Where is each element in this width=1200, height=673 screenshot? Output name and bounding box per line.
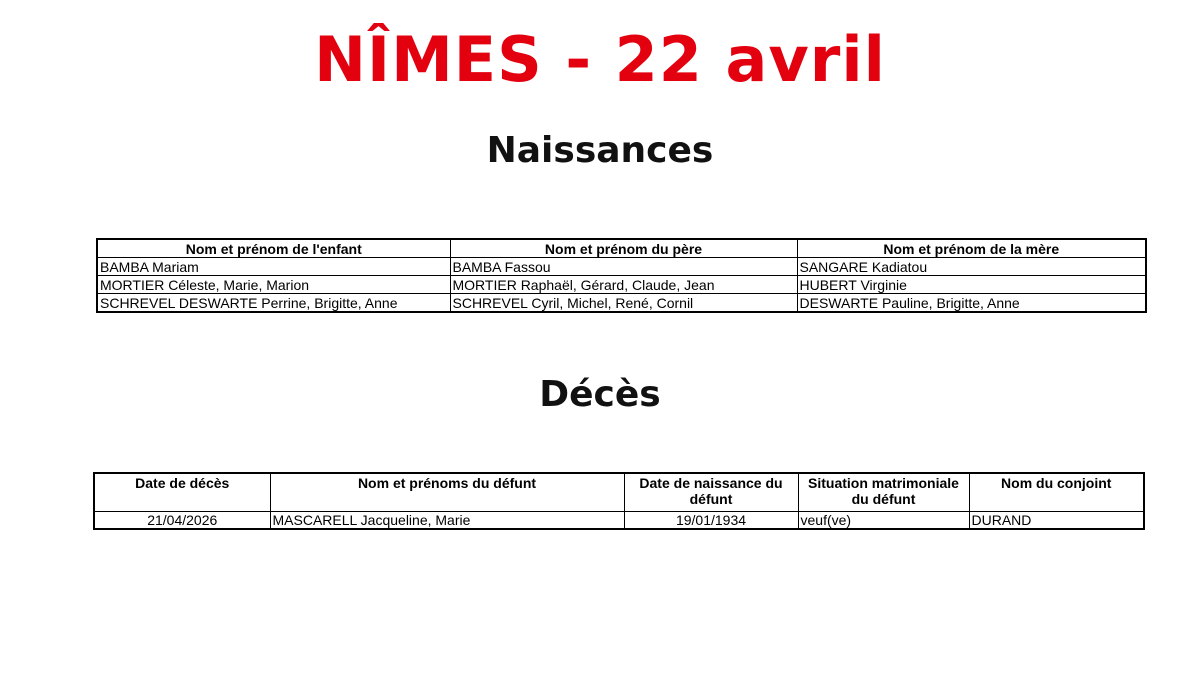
deaths-header-row	[94, 473, 1144, 512]
births-col-father: Nom et prénom du père	[450, 239, 797, 258]
father-name: MORTIER Raphaël, Gérard, Claude, Jean	[450, 276, 797, 294]
table-row	[97, 258, 1146, 276]
father-name: SCHREVEL Cyril, Michel, René, Cornil	[450, 294, 797, 313]
deaths-col-deceased-name: Nom et prénoms du défunt	[270, 473, 624, 512]
mother-name: SANGARE Kadiatou	[797, 258, 1146, 276]
father-name: BAMBA Fassou	[450, 258, 797, 276]
child-name: BAMBA Mariam	[97, 258, 450, 276]
deaths-table	[93, 472, 1145, 530]
births-col-child: Nom et prénom de l'enfant	[97, 239, 450, 258]
births-table	[96, 238, 1147, 313]
child-name: MORTIER Céleste, Marie, Marion	[97, 276, 450, 294]
births-col-mother: Nom et prénom de la mère	[797, 239, 1146, 258]
page-title: NÎMES - 22 avril	[314, 23, 886, 96]
births-header-row	[97, 239, 1146, 258]
marital-status: veuf(ve)	[798, 512, 969, 530]
deaths-col-birth-date: Date de naissance du défunt	[624, 473, 798, 512]
table-row	[97, 276, 1146, 294]
birth-date: 19/01/1934	[624, 512, 798, 530]
deceased-name: MASCARELL Jacqueline, Marie	[270, 512, 624, 530]
table-row	[94, 512, 1144, 530]
deaths-col-marital-status: Situation matrimoniale du défunt	[798, 473, 969, 512]
table-row	[97, 294, 1146, 313]
deaths-col-death-date: Date de décès	[94, 473, 270, 512]
deaths-heading: Décès	[539, 374, 661, 415]
spouse-name: DURAND	[969, 512, 1144, 530]
mother-name: DESWARTE Pauline, Brigitte, Anne	[797, 294, 1146, 313]
deaths-col-spouse-name: Nom du conjoint	[969, 473, 1144, 512]
death-date: 21/04/2026	[94, 512, 270, 530]
mother-name: HUBERT Virginie	[797, 276, 1146, 294]
births-heading: Naissances	[486, 130, 714, 171]
child-name: SCHREVEL DESWARTE Perrine, Brigitte, Anne	[97, 294, 450, 313]
